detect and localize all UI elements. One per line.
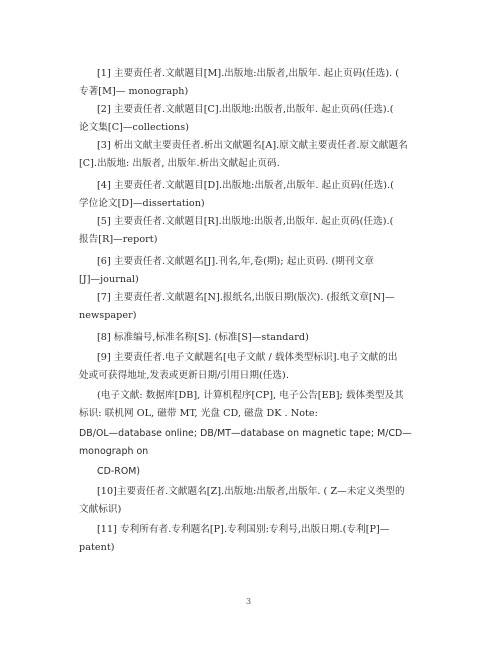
text-line-4: 论文集[C]—collections)	[79, 122, 190, 133]
text-line-20: DB/OL—database online; DB/MT—database on magnetic tape; M/CD—	[79, 428, 412, 439]
text-line-19: 标识: 联机网 OL, 磁带 MT, 光盘 CD, 磁盘 DK . Note:	[79, 408, 318, 419]
text-line-22: CD-ROM)	[97, 466, 141, 477]
text-line-14: newspaper)	[79, 310, 137, 321]
text-line-13: [7] 主要责任者.文献题名[N].报纸名,出版日期(版次). (报纸文章[N]—	[97, 292, 395, 303]
text-line-16: [9] 主要责任者.电子文献题名[电子文献 / 载体类型标识].电子文献的出	[97, 352, 398, 363]
text-line-25: [11] 专利所有者.专利题名[P].专利国别:专利号,出版日期.(专利[P]—	[97, 524, 390, 535]
text-line-21: monograph on	[79, 446, 149, 457]
text-line-15: [8] 标准编号,标准名称[S]. (标准[S]—standard)	[97, 332, 309, 343]
text-line-3: [2] 主要责任者.文献题目[C].出版地:出版者,出版年. 起止页码(任选).(	[97, 104, 394, 115]
text-line-2: 专著[M]— monograph)	[79, 86, 189, 97]
text-line-5: [3] 析出文献主要责任者.析出文献题名[A].原文献主要责任者.原文献题名	[97, 140, 408, 151]
text-line-10: 报告[R]—report)	[79, 234, 158, 245]
text-line-12: [J]—journal)	[79, 274, 139, 285]
text-line-11: [6] 主要责任者.文献题名[J].刊名,年,卷(期); 起止页码. (期刊文章	[97, 256, 374, 267]
text-line-8: 学位论文[D]—dissertation)	[79, 198, 205, 209]
text-line-24: 文献标识)	[79, 504, 122, 515]
text-line-9: [5] 主要责任者.文献题目[R].出版地:出版者,出版年. 起止页码(任选).(	[97, 216, 394, 227]
page-number: 3	[246, 597, 252, 606]
text-line-26: patent)	[79, 542, 115, 553]
text-line-23: [10]主要责任者.文献题名[Z].出版地:出版者,出版年. ( Z—未定义类型的	[97, 486, 405, 497]
text-line-6: [C].出版地: 出版者, 出版年.析出文献起止页码.	[79, 158, 280, 169]
text-line-1: [1] 主要责任者.文献题目[M].出版地:出版者,出版年. 起止页码(任选). (	[97, 68, 400, 79]
text-line-7: [4] 主要责任者.文献题目[D].出版地:出版者,出版年. 起止页码(任选).(	[97, 180, 394, 191]
text-line-17: 处或可获得地址,发表或更新日期/引用日期(任选).	[79, 370, 289, 381]
text-line-18: (电子文献: 数据库[DB], 计算机程序[CP], 电子公告[EB]; 载体类型及其	[97, 390, 404, 401]
